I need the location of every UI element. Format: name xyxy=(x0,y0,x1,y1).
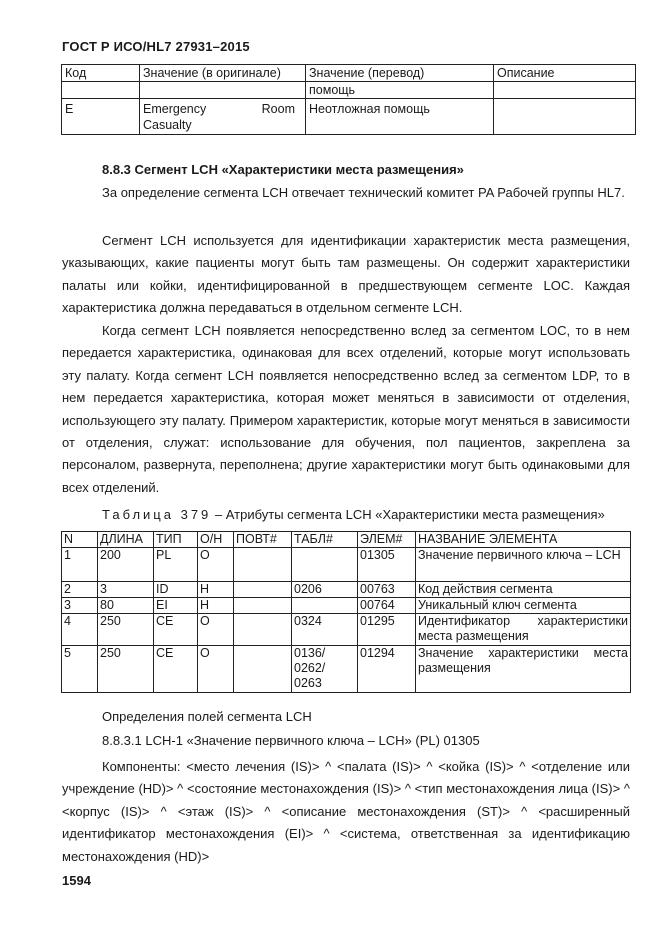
header-cell: N xyxy=(62,532,98,548)
table-cell xyxy=(416,646,631,693)
table-cell xyxy=(234,548,292,582)
table-cell xyxy=(292,548,358,582)
paragraph xyxy=(62,230,630,320)
document-header: ГОСТ Р ИСО/HL7 27931–2015 xyxy=(62,39,250,54)
table-cell: 250 xyxy=(98,646,154,693)
table-row xyxy=(62,99,636,135)
table-cell: 2 xyxy=(62,582,98,598)
fields-title: Определения полей сегмента LCH xyxy=(102,709,312,724)
table-cell xyxy=(494,99,636,135)
subsection-heading: 8.8.3.1 LCH-1 «Значение первичного ключа – LCH» (PL) 01305 xyxy=(102,733,480,748)
table-cell xyxy=(140,99,306,135)
table-cell: CE xyxy=(154,614,198,646)
header-cell: Описание xyxy=(494,65,636,82)
table-cell: 1 xyxy=(62,548,98,582)
table-cell xyxy=(234,582,292,598)
code-table xyxy=(61,64,636,135)
caption-label: Таблица 379 xyxy=(102,507,212,522)
table-cell: 250 xyxy=(98,614,154,646)
caption-text: Атрибуты сегмента LCH «Характеристики места размещения» xyxy=(225,507,605,522)
table-row xyxy=(62,614,631,646)
table-cell: 0206 xyxy=(292,582,358,598)
table-cell xyxy=(416,614,631,646)
table-row xyxy=(62,598,631,614)
header-cell: О/Н xyxy=(198,532,234,548)
page-number: 1594 xyxy=(62,873,91,888)
header-cell: ЭЛЕМ# xyxy=(358,532,416,548)
element-name: Значение первичного ключа – LCH xyxy=(418,548,621,562)
table-cell: 200 xyxy=(98,548,154,582)
table-cell: 80 xyxy=(98,598,154,614)
table-cell: Неотложная помощь xyxy=(306,99,494,135)
table-cell: 3 xyxy=(98,582,154,598)
table-cell: 01294 xyxy=(358,646,416,693)
table-cell xyxy=(494,82,636,99)
table-cell: EI xyxy=(154,598,198,614)
paragraph xyxy=(62,182,630,204)
header-cell: НАЗВАНИЕ ЭЛЕМЕНТА xyxy=(416,532,631,548)
meaning-original: Emergency Room Casualty xyxy=(143,102,295,132)
caption-dash: – xyxy=(214,507,223,522)
table-cell: ID xyxy=(154,582,198,598)
paragraph xyxy=(62,756,630,868)
table-cell: 01305 xyxy=(358,548,416,582)
section-heading: 8.8.3 Сегмент LCH «Характеристики места размещения» xyxy=(102,162,464,177)
paragraph xyxy=(62,320,630,499)
table-row xyxy=(62,582,631,598)
table-row xyxy=(62,548,631,582)
table-cell: E xyxy=(62,99,140,135)
header-cell: Значение (перевод) xyxy=(306,65,494,82)
table-row xyxy=(62,82,636,99)
table-cell: Код действия сегмента xyxy=(416,582,631,598)
header-cell: ПОВТ# xyxy=(234,532,292,548)
header-cell: Код xyxy=(62,65,140,82)
header-cell: ДЛИНА xyxy=(98,532,154,548)
table-cell: Н xyxy=(198,598,234,614)
table-refs: 0136/ 0262/ 0263 xyxy=(294,646,326,690)
table-cell: O xyxy=(198,646,234,693)
table-cell: Уникальный ключ сегмента xyxy=(416,598,631,614)
table-cell xyxy=(292,598,358,614)
table-cell: 4 xyxy=(62,614,98,646)
table-cell xyxy=(62,82,140,99)
table-cell: 3 xyxy=(62,598,98,614)
paragraph-text: За определение сегмента LCH отвечает технический комитет PA Рабочей группы HL7. xyxy=(102,185,625,200)
table-cell xyxy=(292,646,358,693)
table-cell: 01295 xyxy=(358,614,416,646)
element-name: Значение характеристики места размещения xyxy=(418,646,628,675)
table-cell: CE xyxy=(154,646,198,693)
header-cell: ТАБЛ# xyxy=(292,532,358,548)
table-cell xyxy=(140,82,306,99)
header-cell: ТИП xyxy=(154,532,198,548)
table-cell: 5 xyxy=(62,646,98,693)
table-cell: 00763 xyxy=(358,582,416,598)
table-row xyxy=(62,646,631,693)
paragraph-text: Когда сегмент LCH появляется непосредственно вслед за сегментом LOC, то в нем передается характеристика, одинаковая для всех отделений, которые могут использовать эту палату. Когда сегмент LCH появляется непосредственно вслед за сегментом LDP, то в нем передается характеристика, которая может меняться в зависимости от отделения, использующего эту палату. Примером характеристик, которые могут меняться в зависимости от отделения, служат: использование для обучения, пол пациентов, закреплена за персоналом, развернута, переполнена; другие характеристики могут быть одинаковыми для всех отделений. xyxy=(62,323,630,495)
table-cell xyxy=(234,614,292,646)
table-cell: O xyxy=(198,614,234,646)
table-cell: Н xyxy=(198,582,234,598)
table-header-row xyxy=(62,65,636,82)
paragraph-text: Сегмент LCH используется для идентификации характеристик места размещения, указывающих, какие пациенты могут быть там размещены. Он содержит характеристики палаты или койки, идентифицированной в предшествующем сегменте LOC. Каждая характеристика должна передаваться в отдельном сегменте LCH. xyxy=(62,233,630,316)
table-header-row xyxy=(62,532,631,548)
table-cell: помощь xyxy=(306,82,494,99)
table-cell: PL xyxy=(154,548,198,582)
table-cell: 0324 xyxy=(292,614,358,646)
header-cell: Значение (в оригинале) xyxy=(140,65,306,82)
table-cell xyxy=(416,548,631,582)
table-caption xyxy=(102,507,605,522)
table-cell: 00764 xyxy=(358,598,416,614)
table-cell: O xyxy=(198,548,234,582)
attributes-table xyxy=(61,531,631,693)
table-cell xyxy=(234,646,292,693)
table-cell xyxy=(234,598,292,614)
paragraph-text: Компоненты: <место лечения (IS)> ^ <палата (IS)> ^ <койка (IS)> ^ <отделение или учреждение (HD)> ^ <состояние местонахождения (IS)> ^ <тип местонахождения лица (IS)> ^ <корпус (IS)> ^ <этаж (IS)> ^ <описание местонахождения (ST)> ^ <расширенный идентификатор местонахождения (EI)> ^ <система, ответственная за идентификацию местонахождения (HD)> xyxy=(62,759,630,864)
element-name: Идентификатор характеристики места размещения xyxy=(418,614,628,643)
